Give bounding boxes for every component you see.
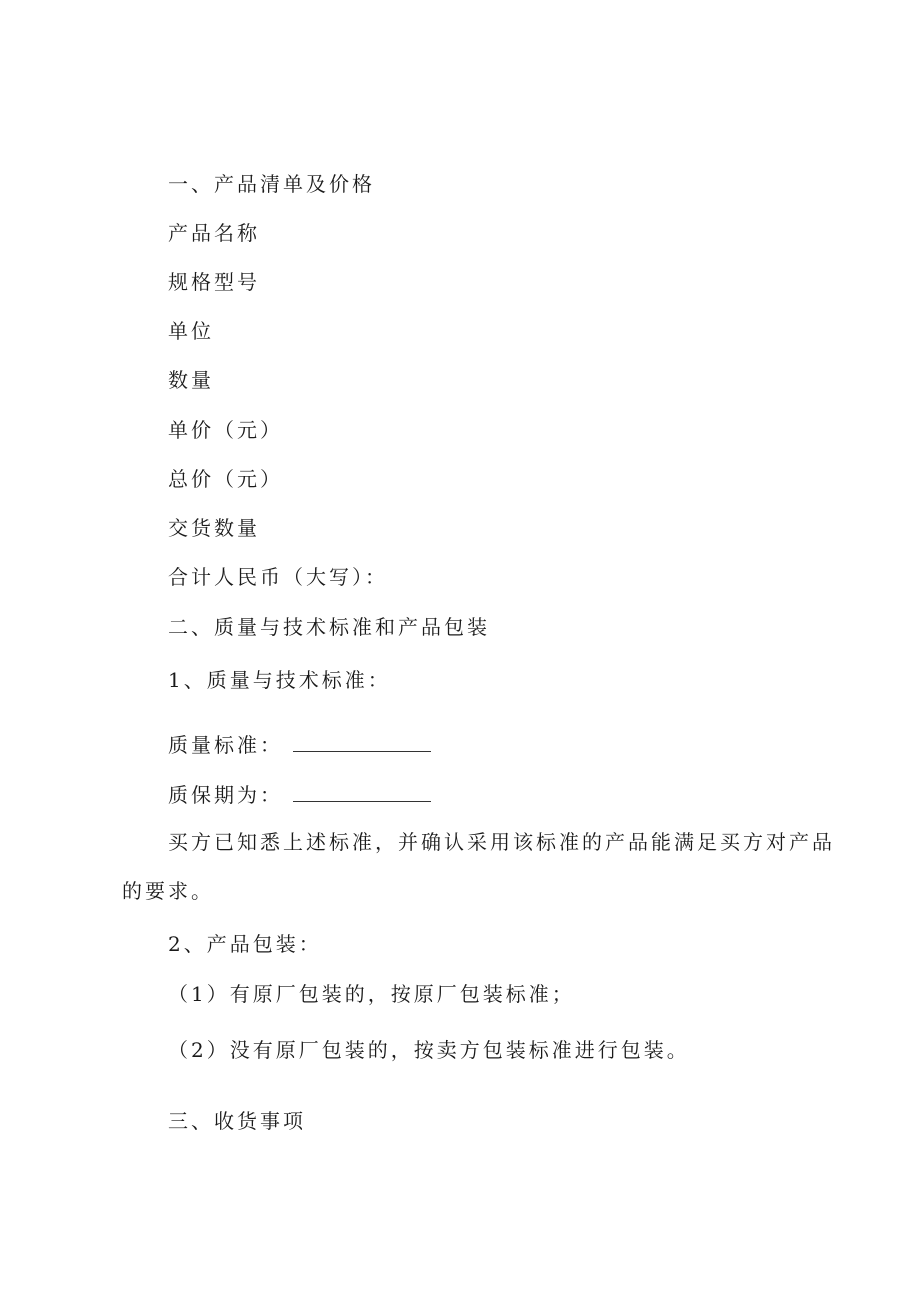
warranty-blank: [293, 783, 431, 802]
field-product-name: 产品名称: [168, 221, 260, 245]
field-spec-model: 规格型号: [168, 270, 260, 294]
warranty-row: [168, 781, 431, 809]
quality-standard-row: [168, 731, 431, 759]
warranty-label: 质保期为：: [168, 783, 283, 807]
acknowledgement-line2: 的要求。: [122, 879, 214, 903]
section2-sub1-heading: 1、质量与技术标准：: [168, 668, 391, 692]
section3-heading: 三、收货事项: [168, 1109, 306, 1133]
quality-standard-blank: [293, 733, 431, 752]
field-delivery-quantity: 交货数量: [168, 516, 260, 540]
field-unit: 单位: [168, 319, 214, 343]
quality-standard-label: 质量标准：: [168, 733, 283, 757]
field-unit-price: 单价（元）: [168, 418, 283, 442]
section2-sub2-heading: 2、产品包装：: [168, 932, 322, 956]
packaging-item1: （1）有原厂包装的，按原厂包装标准；: [168, 982, 575, 1006]
section1-heading: 一、产品清单及价格: [168, 172, 375, 196]
acknowledgement-line1: 买方已知悉上述标准，并确认采用该标准的产品能满足买方对产品: [168, 830, 835, 854]
packaging-item2: （2）没有原厂包装的，按卖方包装标准进行包装。: [168, 1038, 690, 1062]
field-total-rmb: 合计人民币（大写）：: [168, 565, 388, 589]
field-quantity: 数量: [168, 368, 214, 392]
section2-heading: 二、质量与技术标准和产品包装: [168, 615, 490, 639]
field-total-price: 总价（元）: [168, 467, 283, 491]
